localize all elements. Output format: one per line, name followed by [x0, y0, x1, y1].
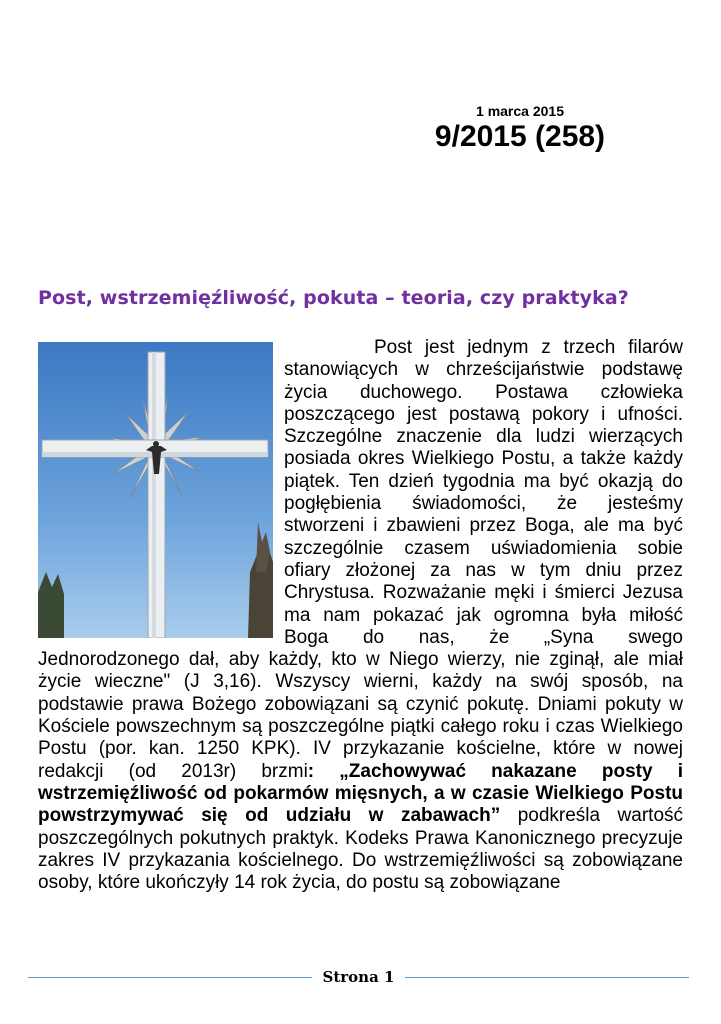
article-bold-quote: „Zachowywać nakazane posty i wstrzemięźliwość od pokarmów mięsnych, a w czasie Wielkiego Postu powstrzymywać się od udziału w zabawach” — [38, 760, 683, 827]
issue-date: 1 marca 2015 — [476, 103, 564, 119]
footer-divider-left — [28, 977, 312, 978]
issue-number: 9/2015 (258) — [434, 120, 606, 153]
article-text-part2: podkreśla wartość poszczególnych pokutnych praktyk. Kodeks Prawa Kanonicznego precyzuje zakres IV przykazania kościelnego. Do wstrzemięźliwości są zobowiązane osoby, które ukończyły 14 rok życia, do postu są zobowiązane — [38, 805, 684, 894]
image-float-spacer — [38, 337, 284, 637]
article-title: Post, wstrzemięźliwość, pokuta – teoria, czy praktyka? — [38, 287, 629, 309]
article-text-part1: Post jest jednym z trzech filarów stanowiących w chrześcijaństwie podstawę życia duchowego. Postawa człowieka poszczącego jest postawą pokory i ufności. Szczególne znaczenie dla ludzi wierzących posiada okres Wielkiego Postu, a także każdy piątek. Ten dzień tygodnia ma być okazją do pogłębienia świadomości, że jesteśmy stworzeni i zbawieni przez Boga, ale ma być szczególnie czasem uświadomienia sobie ofiary złożonej za nas w tym dniu przez Chrystusa. Rozważanie męki i śmierci Jezusa ma nam pokazać jak ogromna była miłość Boga do nas, że „Syna swego Jednorodzonego dał, aby każdy, kto w Niego wierzy, nie zginął, ale miał życie wieczne" (J 3,16). Wszyscy wierni, każdy na swój sposób, na podstawie prawa Bożego zobowiązani są czynić pokutę. Dniami pokuty w Kościele powszechnym są poszczególne piątki całego roku i czas Wielkiego Postu (por. kan. 1250 KPK). IV przykazanie kościelne, które w nowej redakcji (od 2013r) brzmi — [38, 337, 683, 782]
article-body — [38, 337, 683, 894]
footer-divider-right — [405, 977, 689, 978]
page-number: Strona 1 — [322, 968, 395, 986]
article-colon: : — [307, 760, 315, 782]
